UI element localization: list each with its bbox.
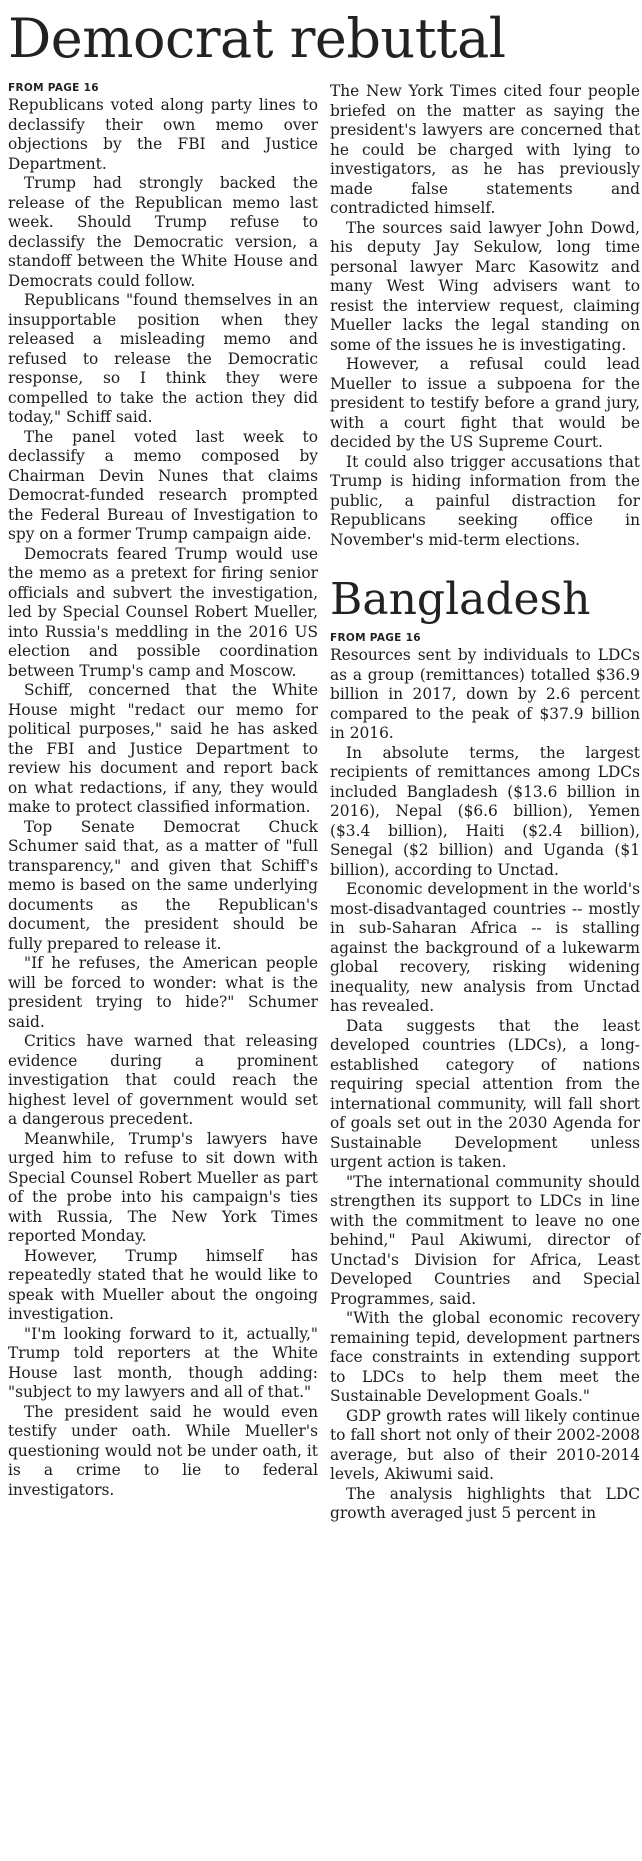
article-column-left (8, 80, 318, 1500)
article-paragraph: Trump had strongly backed the release of the Republican memo last week. Should Trump refuse to declassify the Democratic version, a standoff between the White House and Democrats could follow. (8, 174, 318, 290)
article-paragraph: Resources sent by individuals to LDCs as a group (remittances) totalled $36.9 billion in 2017, down by 2.6 percent compared to the peak of $37.9 billion in 2016. (330, 646, 640, 742)
article-paragraph: Meanwhile, Trump's lawyers have urged him to refuse to sit down with Special Counsel Robert Mueller as part of the probe into his campaign's ties with Russia, The New York Times reported Monday. (8, 1129, 318, 1245)
article-paragraph: However, Trump himself has repeatedly stated that he would like to speak with Mueller about the ongoing investigation. (8, 1246, 318, 1323)
article-paragraph: Critics have warned that releasing evidence during a prominent investigation that could reach the highest level of government would set a dangerous precedent. (8, 1032, 318, 1128)
article-paragraph: Republicans "found themselves in an insupportable position when they released a misleading memo and refused to release the Democratic response, so I think they were compelled to take the action they did today," Schiff said. (8, 291, 318, 426)
article-paragraph: "If he refuses, the American people will be forced to wonder: what is the president trying to hide?" Schumer said. (8, 954, 318, 1031)
article-paragraph: Data suggests that the least developed countries (LDCs), a long-established category of nations requiring special attention from the international community, will fall short of goals set out in the 2030 Agenda for Sustainable Development unless urgent action is taken. (330, 1016, 640, 1171)
article-column-right (330, 82, 640, 1524)
article-paragraph: Republicans voted along party lines to declassify their own memo over objections by the FBI and Justice Department. (8, 96, 318, 173)
article-paragraph: It could also trigger accusations that Trump is hiding information from the public, a painful distraction for Republicans seeking office in November's mid-term elections. (330, 452, 640, 549)
article-paragraph: Economic development in the world's most-disadvantaged countries -- mostly in sub-Saharan Africa -- is stalling against the background of a lukewarm global recovery, risking widening inequality, new analysis from Unctad has revealed. (330, 880, 640, 1015)
article-paragraph: The analysis highlights that LDC growth averaged just 5 percent in (330, 1484, 640, 1522)
article-paragraph: In absolute terms, the largest recipients of remittances among LDCs included Bangladesh ($13.6 billion in 2016), Nepal ($6.6 billion), Yemen ($3.4 billion), Haiti ($2.4 billion), Senegal ($2 billion) and Uganda ($1 billion), according to Unctad. (330, 743, 640, 879)
from-page-label: FROM PAGE 16 (330, 632, 421, 644)
article-paragraph: The sources said lawyer John Dowd, his deputy Jay Sekulow, long time personal lawyer Marc Kasowitz and many West Wing advisers want to resist the interview request, claiming Mueller lacks the legal standing on some of the issues he is investigating. (330, 218, 640, 354)
article-paragraph: GDP growth rates will likely continue to fall short not only of their 2002-2008 average, but also of their 2010-2014 levels, Akiwumi said. (330, 1406, 640, 1483)
article-paragraph: Schiff, concerned that the White House might "redact our memo for political purposes," said he has asked the FBI and Justice Department to review his document and report back on what redactions, if any, they would make to protect classified information. (8, 681, 318, 816)
article-paragraph: The panel voted last week to declassify a memo composed by Chairman Devin Nunes that claims Democrat-funded research prompted the Federal Bureau of Investigation to spy on a former Trump campaign aide. (8, 427, 318, 543)
article-paragraph: The New York Times cited four people briefed on the matter as saying the president's lawyers are concerned that he could be charged with lying to investigators, as he has previously made false statements and contradicted himself. (330, 82, 640, 217)
from-page-label: FROM PAGE 16 (8, 82, 99, 94)
article-paragraph: "I'm looking forward to it, actually," Trump told reporters at the White House last month, though adding: "subject to my lawyers and all of that." (8, 1324, 318, 1401)
article-paragraph: The president said he would even testify under oath. While Mueller's questioning would not be under oath, it is a crime to lie to federal investigators. (8, 1402, 318, 1499)
headline-bangladesh: Bangladesh (330, 574, 591, 625)
article-paragraph: Democrats feared Trump would use the memo as a pretext for firing senior officials and subvert the investigation, led by Special Counsel Robert Mueller, into Russia's meddling in the 2016 US election and possible coordination between Trump's camp and Moscow. (8, 544, 318, 680)
article-paragraph: Top Senate Democrat Chuck Schumer said that, as a matter of "full transparency," and given that Schiff's memo is based on the same underlying documents as the Republican's document, the president should be fully prepared to release it. (8, 817, 318, 953)
article-paragraph: However, a refusal could lead Mueller to issue a subpoena for the president to testify before a grand jury, with a court fight that would be decided by the US Supreme Court. (330, 355, 640, 451)
article-paragraph: "With the global economic recovery remaining tepid, development partners face constraints in extending support to LDCs to help them meet the Sustainable Development Goals." (330, 1309, 640, 1405)
article-paragraph: "The international community should strengthen its support to LDCs in line with the commitment to leave no one behind," Paul Akiwumi, director of Unctad's Division for Africa, Least Developed Countries and Special Programmes, said. (330, 1172, 640, 1308)
headline-democrat-rebuttal: Democrat rebuttal (8, 7, 506, 70)
